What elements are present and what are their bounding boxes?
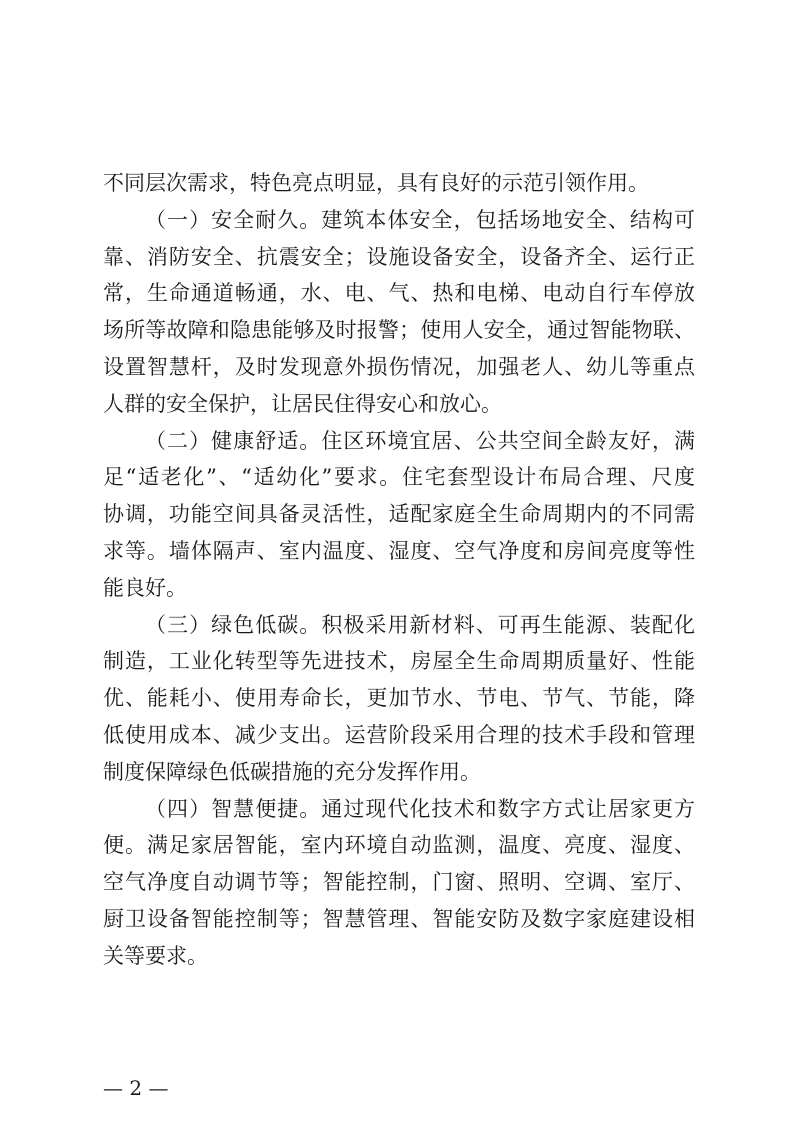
text-line: 制度保障绿色低碳措施的充分发挥作用。: [103, 759, 481, 784]
text-line: （二）健康舒适。住区环境宜居、公共空间全龄友好，满: [145, 428, 695, 453]
text-line: 不同层次需求，特色亮点明显，具有良好的示范引领作用。: [103, 171, 649, 195]
text-line: 足“适老化”、“适幼化”要求。住宅套型设计布局合理、尺度: [103, 465, 695, 490]
text-line: 常，生命通道畅通，水、电、气、热和电梯、电动自行车停放: [103, 281, 695, 306]
text-line: 制造，工业化转型等先进技术，房屋全生命周期质量好、性能: [103, 649, 695, 674]
text-line: 便。满足家居智能，室内环境自动监测，温度、亮度、湿度、: [103, 833, 695, 858]
text-line: 场所等故障和隐患能够及时报警；使用人安全，通过智能物联、: [103, 318, 695, 343]
text-line: 厨卫设备智能控制等；智慧管理、智能安防及数字家庭建设相: [103, 906, 695, 931]
text-line: 优、能耗小、使用寿命长，更加节水、节电、节气、节能，降: [103, 686, 695, 711]
body-text: [103, 165, 695, 975]
text-line: 求等。墙体隔声、室内温度、湿度、空气净度和房间亮度等性: [103, 538, 695, 563]
text-line: （三）绿色低碳。积极采用新材料、可再生能源、装配化: [145, 612, 695, 637]
text-line: 设置智慧杆，及时发现意外损伤情况，加强老人、幼儿等重点: [103, 354, 695, 379]
text-line: （一）安全耐久。建筑本体安全，包括场地安全、结构可: [145, 207, 695, 232]
text-line: 能良好。: [103, 575, 187, 600]
page-number: — 2 —: [103, 1076, 169, 1100]
text-line: 关等要求。: [103, 943, 208, 968]
text-line: 靠、消防安全、抗震安全；设施设备安全，设备齐全、运行正: [103, 244, 695, 269]
text-line: 空气净度自动调节等；智能控制，门窗、照明、空调、室厅、: [103, 870, 695, 895]
text-line: 协调，功能空间具备灵活性，适配家庭全生命周期内的不同需: [103, 502, 695, 527]
text-line: 低使用成本、减少支出。运营阶段采用合理的技术手段和管理: [103, 722, 695, 747]
text-line: （四）智慧便捷。通过现代化技术和数字方式让居家更方: [145, 796, 695, 821]
text-line: 人群的安全保护，让居民住得安心和放心。: [103, 391, 502, 416]
